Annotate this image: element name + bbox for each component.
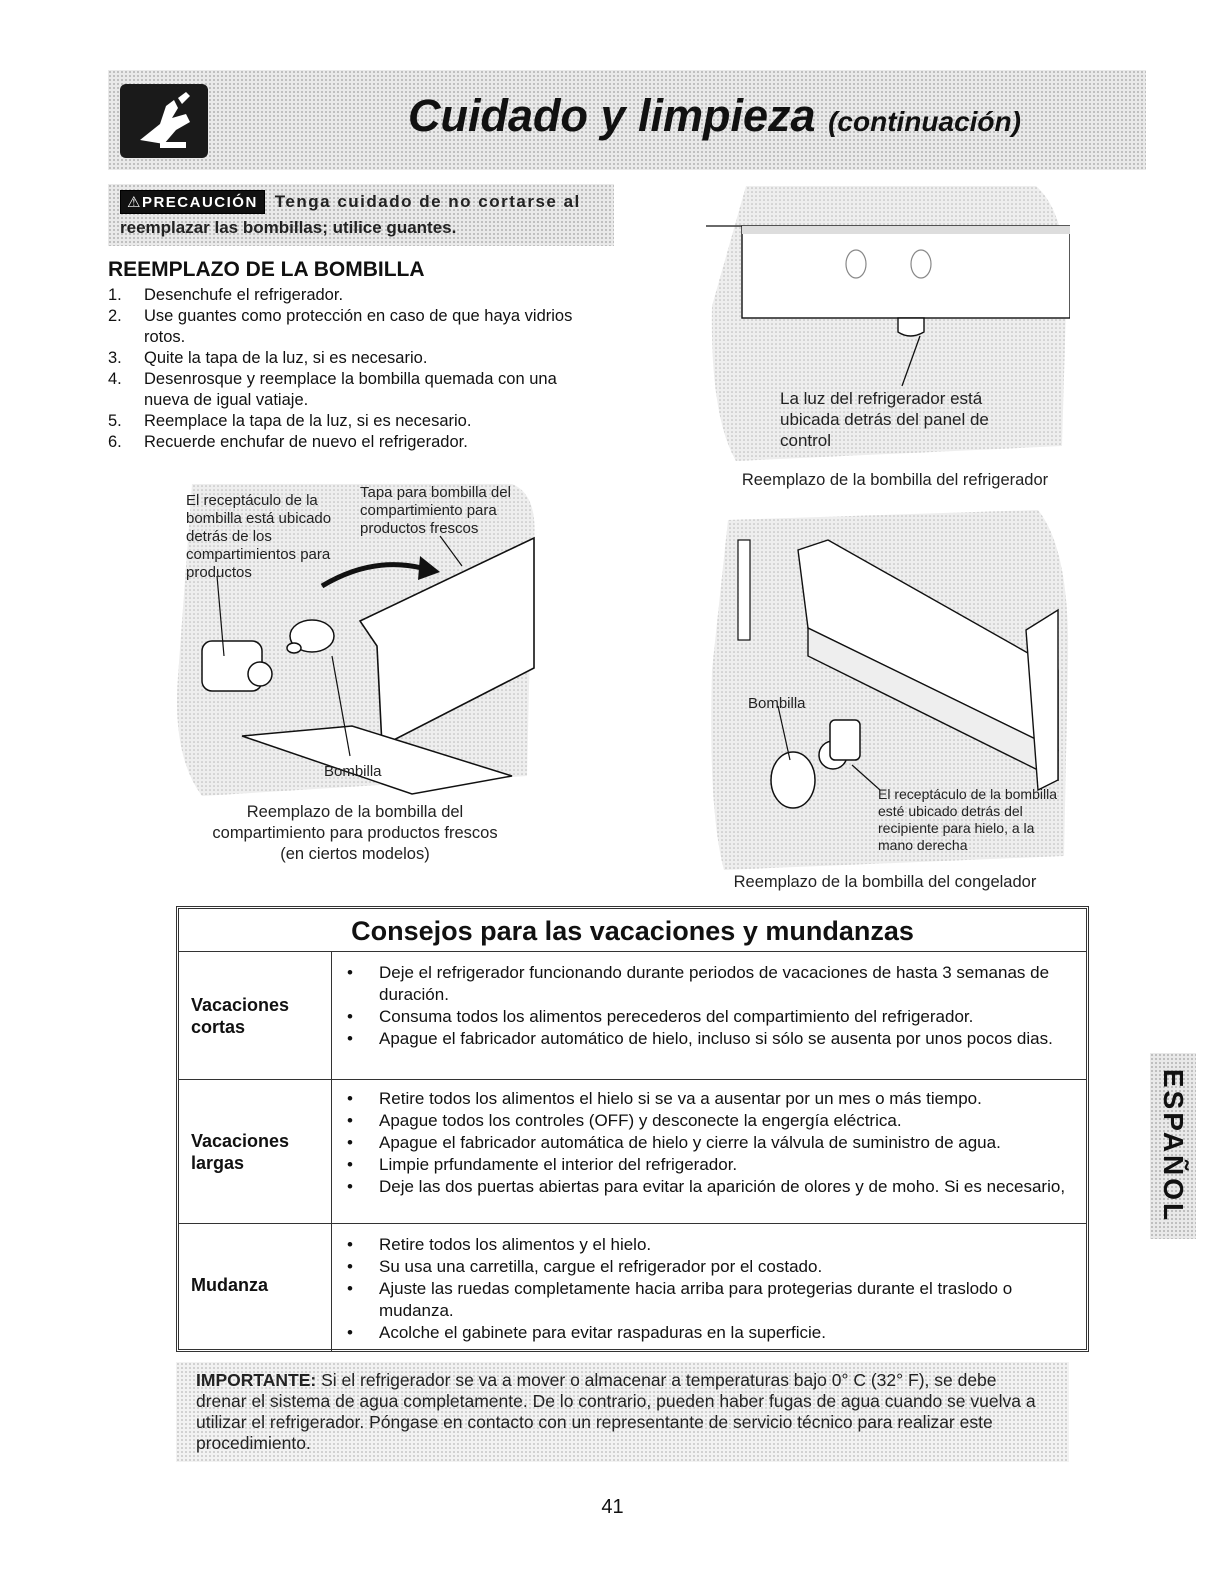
figure-fresh-compartment [172, 476, 544, 800]
label-freezer-socket: El receptáculo de la bombilla esté ubicado detrás del recipiente para hielo, a la mano derecha [878, 786, 1057, 853]
caution-text-2: reemplazar las bombillas; utilice guantes. [120, 218, 457, 237]
step-item [108, 348, 588, 369]
step-text: Reemplace la tapa de la luz, si es necesario. [144, 412, 472, 430]
step-number: 6. [108, 433, 122, 451]
tip-item: • Apague el fabricador automática de hielo y cierre la válvula de suministro de agua. [339, 1132, 1076, 1154]
tips-list-moving [339, 1234, 1076, 1344]
tip-item: • Su usa una carretilla, cargue el refrigerador por el costado. [339, 1256, 1076, 1278]
tip-item: • Limpie prfundamente el interior del refrigerador. [339, 1154, 1076, 1176]
step-number: 1. [108, 286, 122, 304]
tips-row-long [179, 1080, 1086, 1224]
caption-refrigerator-light: Reemplazo de la bombilla del refrigerador [741, 471, 1049, 489]
caption-fresh-compartment: Reemplazo de la bombilla del compartimiento para productos frescos (en ciertos modelos) [212, 803, 498, 863]
caution-text-1: Tenga cuidado de no cortarse al [274, 192, 581, 211]
tips-list-short [339, 962, 1076, 1050]
tips-row-short [179, 952, 1086, 1080]
header-banner [108, 70, 1146, 170]
tip-item: • Ajuste las ruedas completamente hacia arriba para protegerias durante el traslodo o mudanza. [339, 1278, 1076, 1322]
tips-row-moving [179, 1224, 1086, 1351]
tip-item: • Acolche el gabinete para evitar raspaduras en la superficie. [339, 1322, 1076, 1344]
step-number: 5. [108, 412, 122, 430]
step-number: 2. [108, 307, 122, 325]
step-item [108, 306, 588, 348]
tips-row-label: Mudanza [191, 1275, 269, 1295]
tips-title: Consejos para las vacaciones y mundanzas [179, 909, 1086, 952]
step-number: 3. [108, 349, 122, 367]
caution-box [108, 184, 614, 246]
tips-table [176, 906, 1089, 1352]
tip-item: • Apague el fabricador automático de hielo, incluso si sólo se ausenta por unos pocos dias. [339, 1028, 1076, 1050]
tip-item: • Retire todos los alimentos y el hielo. [339, 1234, 1076, 1256]
step-text: Desenrosque y reemplace la bombilla quemada con una nueva de igual vatiaje. [144, 370, 557, 409]
page-title: Cuidado y limpieza (continuación) [408, 90, 1021, 141]
page-number: 41 [601, 1496, 624, 1518]
page-subtitle: (continuación) [828, 106, 1021, 137]
steps-list [108, 285, 588, 453]
language-tab-label: ESPAÑOL [1158, 1068, 1189, 1224]
important-note [176, 1362, 1069, 1462]
step-number: 4. [108, 370, 122, 388]
step-text: Quite la tapa de la luz, si es necesario. [144, 349, 428, 367]
step-item [108, 369, 588, 411]
step-text: Use guantes como protección en caso de que haya vidrios rotos. [144, 307, 573, 346]
step-text: Desenchufe el refrigerador. [144, 286, 344, 304]
step-item [108, 432, 588, 453]
tip-item: • Deje las dos puertas abiertas para evitar la aparición de olores y de moho. Si es necesario, [339, 1176, 1076, 1198]
figure-refrigerator-light [706, 186, 1070, 466]
label-freezer-bulb: Bombilla [748, 695, 806, 712]
label-bulb: Bombilla [324, 763, 382, 780]
language-tab [1150, 1053, 1196, 1239]
hand-cleaning-icon [120, 84, 208, 158]
caption-freezer-light: Reemplazo de la bombilla del congelador [733, 873, 1037, 891]
tip-item: • Apague todos los controles (OFF) y desconecte la engergía eléctrica. [339, 1110, 1076, 1132]
tips-row-label: Vacaciones cortas [191, 995, 290, 1037]
section-title: REEMPLAZO DE LA BOMBILLA [108, 258, 425, 281]
label-cover: Tapa para bombilla del compartimiento para productos frescos [360, 484, 511, 537]
step-item [108, 411, 588, 432]
step-text: Recuerde enchufar de nuevo el refrigerador. [144, 433, 468, 451]
step-item [108, 285, 588, 306]
tip-item: • Retire todos los alimentos el hielo si se va a ausentar por un mes o más tiempo. [339, 1088, 1076, 1110]
tips-list-long [339, 1088, 1076, 1198]
tip-item: • Consuma todos los alimentos perecederos del compartimiento del refrigerador. [339, 1006, 1076, 1028]
tip-item: • Deje el refrigerador funcionando durante periodos de vacaciones de hasta 3 semanas de duración. [339, 962, 1076, 1006]
important-text: Si el refrigerador se va a mover o almacenar a temperaturas bajo 0° C (32° F), se debe drenar el sistema de agua completamente. De lo contrario, pueden haber fugas de agua cuando se vuelva a utilizar el refrigerador. Póngase en contacto con un representante de servicio técnico para realizar este procedimiento. [196, 1370, 1036, 1453]
important-lead: IMPORTANTE: [196, 1370, 317, 1390]
figure-freezer-light [708, 510, 1070, 876]
label-fridge-light: La luz del refrigerador está ubicada detrás del panel de control [780, 389, 989, 450]
caution-badge: ⚠PRECAUCIÓN [120, 190, 265, 214]
label-socket: El receptáculo de la bombilla está ubicado detrás de los compartimientos para productos [186, 492, 332, 581]
tips-row-label: Vacaciones largas [191, 1131, 290, 1173]
